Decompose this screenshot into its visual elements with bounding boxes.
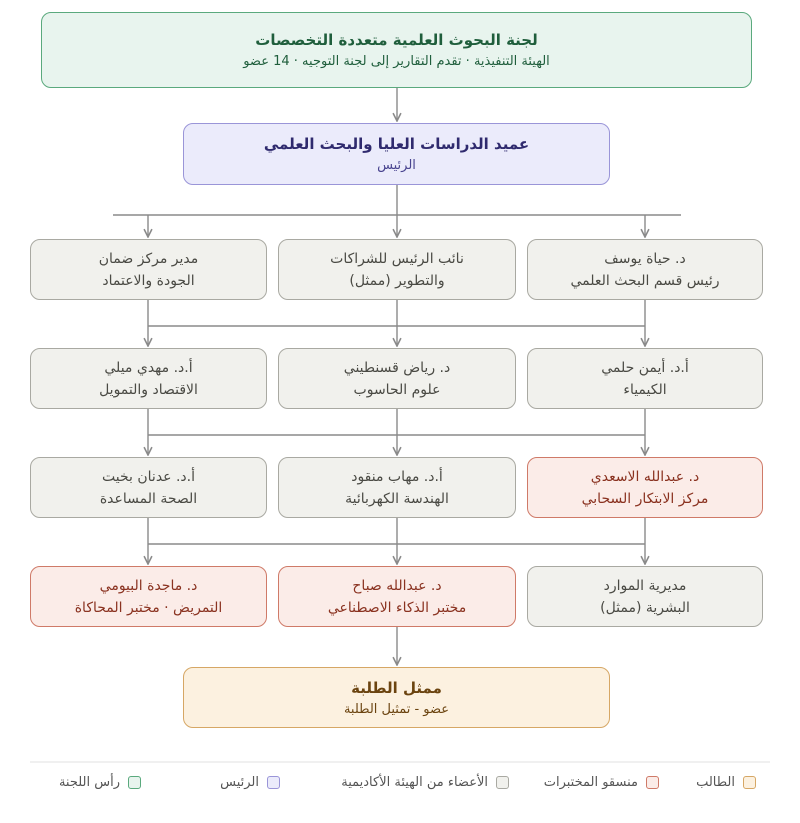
member-name: د. رياض قسنطيني [343,359,451,376]
member-name: د. حياة يوسف [604,250,686,267]
student-box [183,667,610,728]
member-role: التمريض · مختبر المحاكاة [74,599,223,616]
member-box [527,566,763,627]
legend-item-student [696,772,756,792]
member-role: الهندسة الكهربائية [345,490,449,507]
legend-label: الطالب [696,774,735,790]
chair-box [183,123,610,185]
committee-title: لجنة البحوث العلمية متعددة التخصصات [255,31,538,49]
lab-coordinator-box [278,566,516,627]
member-role: الاقتصاد والتمويل [99,381,198,398]
committee-box [41,12,752,88]
member-role: الصحة المساعدة [99,490,198,507]
member-role: مركز الابتكار السحابي [581,490,709,507]
member-name: د. عبدالله صباح [352,577,442,594]
committee-subtitle: الهيئة التنفيذية · تقدم التقارير إلى لجنة التوجيه · 14 عضو [243,54,550,69]
member-box [527,348,763,409]
chair-title: عميد الدراسات العليا والبحث العلمي [263,135,530,153]
member-name: د. ماجدة البيومي [99,577,198,594]
legend-swatch [743,776,756,789]
member-name: أ.د. مهاب منقود [351,468,443,485]
member-box [30,457,267,518]
legend-item-committee [59,772,141,792]
legend-swatch [646,776,659,789]
member-box [30,348,267,409]
member-name: د. عبدالله الاسعدي [590,468,700,485]
legend-swatch [267,776,280,789]
member-box [527,239,763,300]
member-role: علوم الحاسوب [353,381,441,398]
member-name: أ.د. أيمن حلمي [601,359,689,376]
legend-swatch [496,776,509,789]
member-role: رئيس قسم البحث العلمي [570,272,720,289]
student-title: ممثل الطلبة [351,678,442,697]
legend-label: الأعضاء من الهيئة الأكاديمية [341,774,488,790]
member-role: الجودة والاعتماد [102,272,195,289]
student-role: عضو - تمثيل الطلبة [343,701,450,717]
lab-coordinator-box [527,457,763,518]
member-name: نائب الرئيس للشراكات [330,250,464,267]
member-box [278,348,516,409]
member-box [278,457,516,518]
member-box [278,239,516,300]
legend-item-labs [544,772,659,792]
legend-label: رأس اللجنة [58,774,120,790]
legend-item-faculty [341,772,509,792]
member-box [30,239,267,300]
legend-label: منسقو المختبرات [543,774,638,790]
member-role: والتطوير (ممثل) [349,272,445,289]
member-role: البشرية (ممثل) [600,599,690,616]
member-role: الكيمياء [623,381,667,398]
lab-coordinator-box [30,566,267,627]
legend-label: الرئيس [220,774,259,790]
chair-role: الرئيس [377,158,416,173]
legend-item-chair [220,772,280,792]
legend-swatch [128,776,141,789]
member-name: مديرية الموارد [603,577,687,594]
member-role: مختبر الذكاء الاصطناعي [327,599,467,616]
member-name: أ.د. مهدي ميلي [104,359,193,376]
member-name: أ.د. عدنان بخيت [102,468,195,485]
member-name: مدير مركز ضمان [98,250,199,267]
